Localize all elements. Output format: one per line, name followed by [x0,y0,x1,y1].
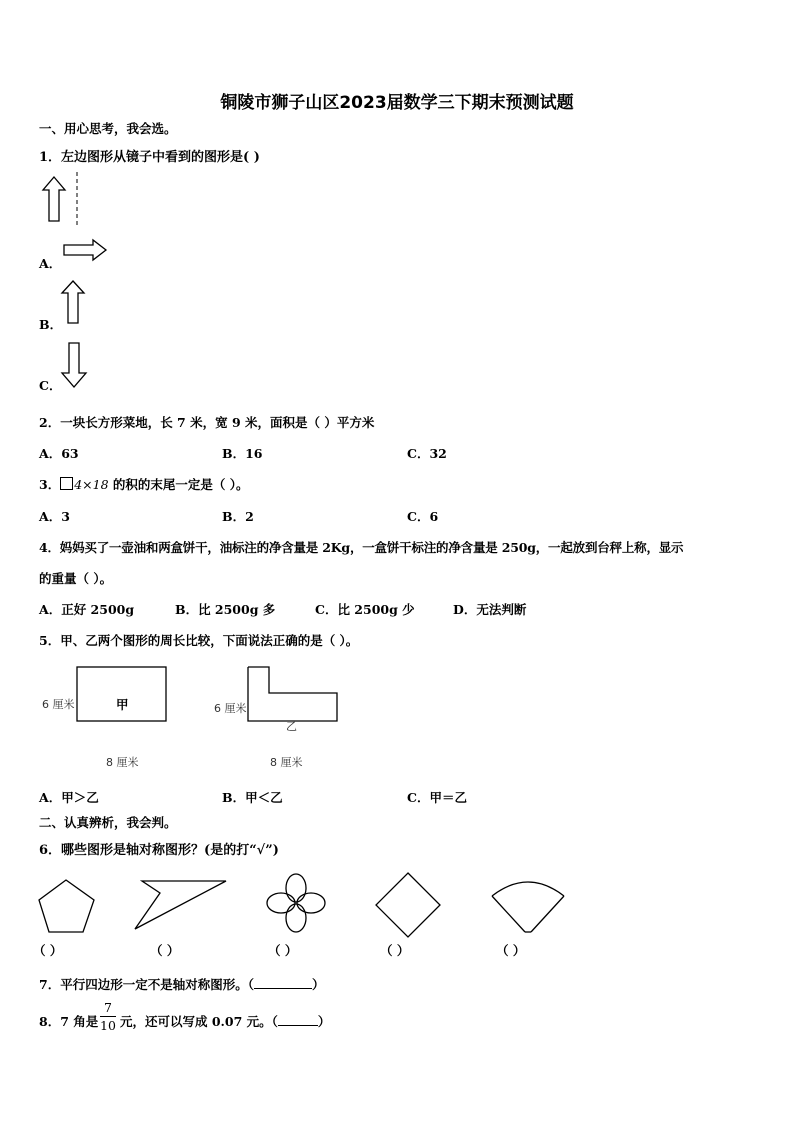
q8-stem [120,1012,330,1030]
triangle-shape [133,879,229,931]
fan-shape [489,876,567,934]
yi-side-label: 6 厘米 [214,702,247,715]
diamond-shape [375,872,441,938]
q7-answer-blank[interactable] [254,988,312,989]
jia-bottom-label: 8 厘米 [106,756,139,769]
q7-close-paren: ） [311,977,325,992]
q4-stem-line-2: 的重量（ ）。 [39,571,113,586]
q4-option-a[interactable]: A．正好 2500g [39,602,135,617]
q4-option-c[interactable]: C．比 2500g 少 [315,602,415,617]
blank-box[interactable] [60,477,73,490]
jia-name-label: 甲 [116,697,129,712]
section-2-heading: 二、认真辨析，我会判。 [39,815,177,830]
q6-answer-paren-1[interactable]: （ ） [33,943,63,958]
q1-option-c[interactable]: C． [39,378,62,393]
q2-stem: 2．一块长方形菜地，长 7 米，宽 9 米，面积是（ ）平方米 [39,415,375,430]
q3-option-c[interactable]: C．6 [407,509,439,524]
q5-option-b[interactable]: B．甲＜乙 [222,790,283,805]
q8-close-paren: ） [317,1014,331,1029]
q6-stem: 6．哪些图形是轴对称图形？(是的打“√”) [39,843,279,858]
jia-side-label: 6 厘米 [42,698,75,711]
q8-answer-blank[interactable] [278,1025,318,1026]
q3-stem [39,475,249,493]
q2-option-b[interactable]: B．16 [222,446,263,461]
q3-number: 3． [39,477,61,492]
q5-option-c[interactable]: C．甲＝乙 [407,790,467,805]
q6-answer-paren-5[interactable]: （ ） [496,943,526,958]
yi-name-label: 乙 [286,720,297,733]
q8-prefix: 8．7 角是 [39,1014,99,1029]
upward-arrow-figure [42,176,66,222]
pentagon-shape [37,878,97,934]
q1-option-a[interactable]: A． [39,256,62,271]
four-petal-flower-shape [265,872,327,934]
q6-answer-paren-2[interactable]: （ ） [150,943,180,958]
yi-bottom-label: 8 厘米 [270,756,303,769]
fraction-numerator: 7 [104,1000,112,1015]
down-arrow-option-c-icon [61,342,87,388]
q1-option-b[interactable]: B． [39,317,63,332]
q7-text: 7．平行四边形一定不是轴对称图形。（ [39,977,254,992]
q3-option-a[interactable]: A．3 [39,509,70,524]
fraction-seven-tenths [100,1000,116,1033]
q1-stem: 1．左边图形从镜子中看到的图形是( ) [39,150,260,165]
page-title: 铜陵市狮子山区2023届数学三下期末预测试题 [220,93,574,113]
q8-text: 元，还可以写成 0.07 元。（ [120,1014,278,1029]
q4-option-b[interactable]: B．比 2500g 多 [175,602,276,617]
q4-option-d[interactable]: D．无法判断 [453,602,527,617]
fraction-denominator: 10 [100,1018,116,1033]
up-arrow-option-b-icon [61,280,85,324]
q7-stem [39,975,324,993]
q3-stem-tail: 的积的末尾一定是（ ）。 [108,477,249,492]
q3-option-b[interactable]: B．2 [222,509,254,524]
q3-expression: 4×18 [74,477,109,492]
q5-stem: 5．甲、乙两个图形的周长比较，下面说法正确的是（ ）。 [39,633,359,648]
right-arrow-option-a-icon [63,239,107,261]
section-1-heading: 一、用心思考，我会选。 [39,121,177,136]
q2-option-c[interactable]: C．32 [407,446,447,461]
q2-option-a[interactable]: A．63 [39,446,79,461]
q6-answer-paren-3[interactable]: （ ） [268,943,298,958]
q5-option-a[interactable]: A．甲＞乙 [39,790,99,805]
l-shape-yi-figure [247,666,339,723]
q4-stem-line-1: 4．妈妈买了一壶油和两盒饼干，油标注的净含量是 2Kg，一盒饼干标注的净含量是 250g，一起放到台秤上称，显示 [39,540,684,555]
mirror-line [76,172,78,228]
q6-answer-paren-4[interactable]: （ ） [380,943,410,958]
